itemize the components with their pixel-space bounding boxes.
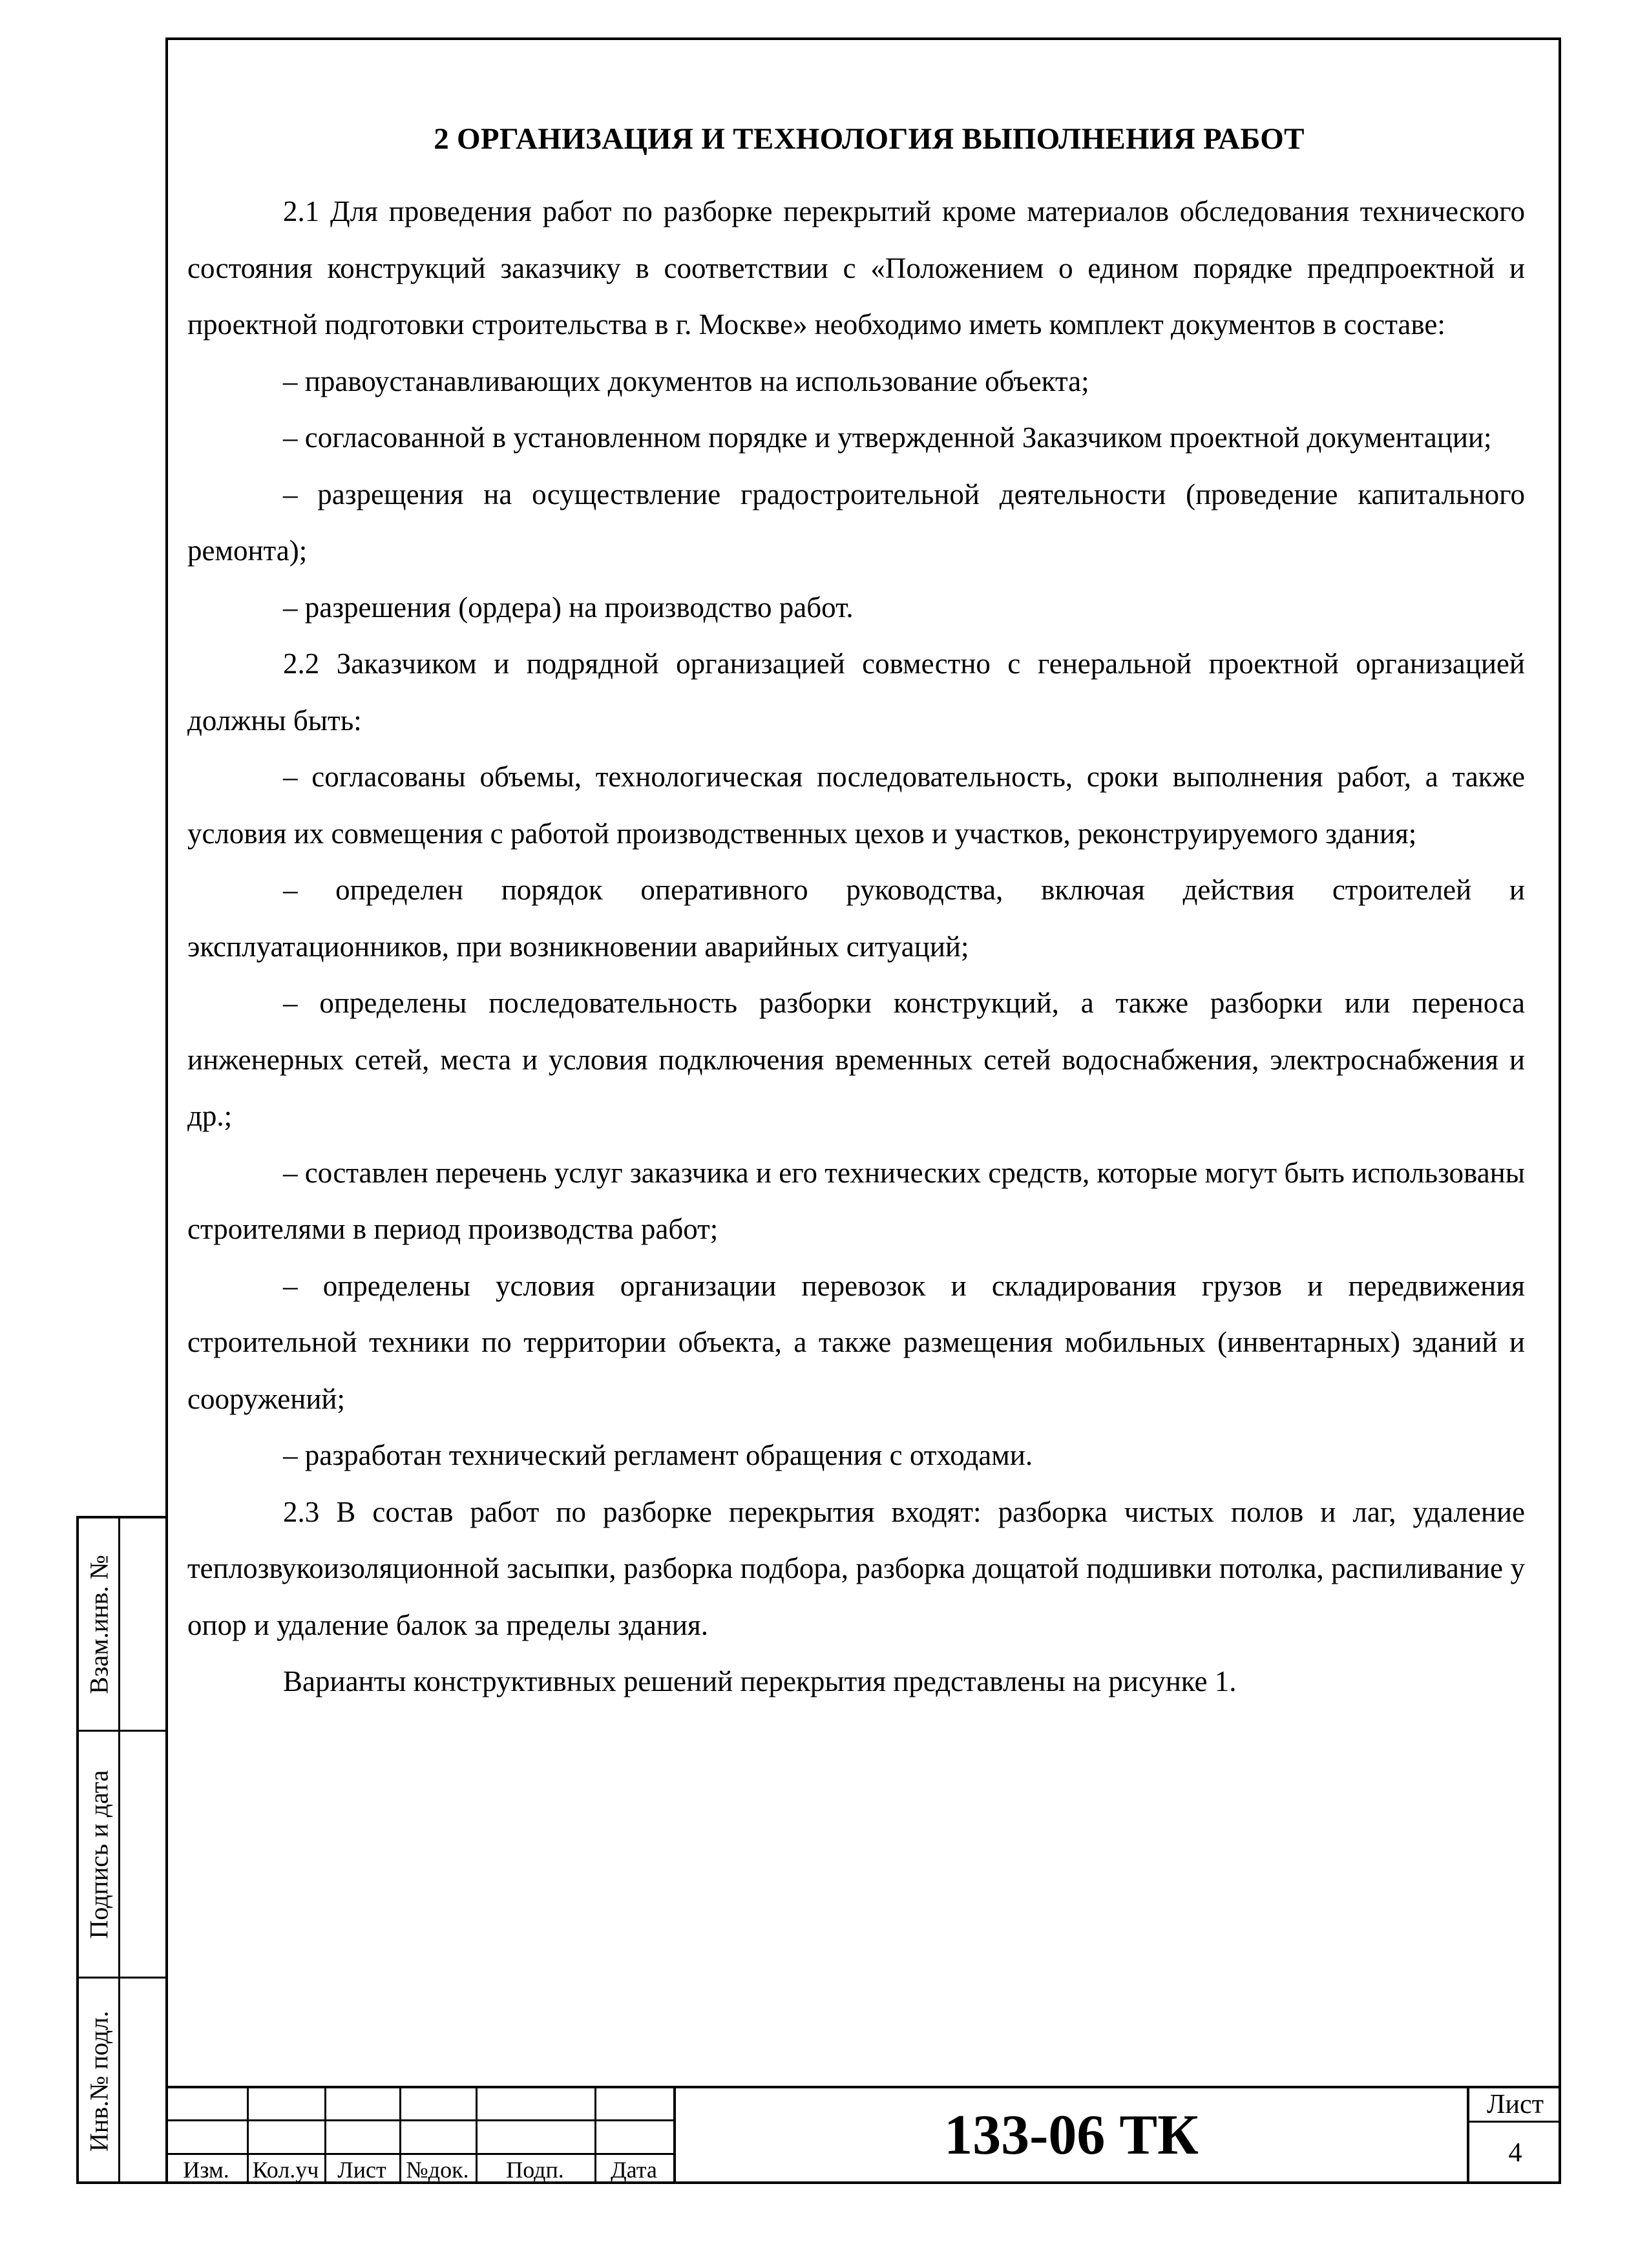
section-title: 2 ОРГАНИЗАЦИЯ И ТЕХНОЛОГИЯ ВЫПОЛНЕНИЯ РАБОТ bbox=[434, 122, 1305, 156]
list-item: – разрешения (ордера) на производство работ. bbox=[283, 591, 854, 624]
header-ndok: №док. bbox=[406, 2157, 469, 2183]
side-label-podpis: Подпись и дата bbox=[84, 1769, 113, 1939]
side-label-inv: Инв.№ подл. bbox=[84, 2011, 113, 2152]
header-izm: Изм. bbox=[183, 2157, 229, 2183]
document-code: 133-06 ТК bbox=[944, 2104, 1199, 2167]
side-cell-podpis bbox=[79, 1732, 165, 1979]
header-podp: Подп. bbox=[506, 2157, 564, 2183]
revision-table bbox=[165, 2086, 673, 2184]
list-item: – определены последовательность разборки конструкций, а также разборки или переноса инженерных сетей, места и условия подключения временных сетей водоснабжения, электроснабжения и др.; bbox=[187, 987, 1525, 1132]
list-item: – правоустанавливающих документов на использование объекта; bbox=[283, 364, 1089, 397]
header-data: Дата bbox=[611, 2157, 657, 2183]
side-cell-inv bbox=[79, 1979, 165, 2184]
title-block bbox=[165, 2086, 1561, 2184]
list-item: – согласованы объемы, технологическая последовательность, сроки выполнения работ, а также условия их совмещения с работой производственных цехов и участков, реконструируемого здания; bbox=[187, 761, 1525, 850]
side-stamp bbox=[76, 1516, 165, 2184]
list-item: – разработан технический регламент обращения с отходами. bbox=[283, 1439, 1033, 1471]
paragraph: 2.3 В состав работ по разборке перекрытия входят: разборка чистых полов и лаг, удаление теплозвукоизоляционной засыпки, разборка подбора, разборка дощатой подшивки потолка, распиливание у опор и удаление балок за пределы здания. bbox=[187, 1495, 1525, 1641]
document-code-cell bbox=[673, 2086, 1467, 2184]
list-item: – определен порядок оперативного руководства, включая действия строителей и эксплуатационников, при возникновении аварийных ситуаций; bbox=[187, 874, 1525, 963]
sheet-label: Лист bbox=[1469, 2088, 1561, 2123]
side-label-vzam: Взам.инв. № bbox=[84, 1554, 113, 1694]
list-item: – составлен перечень услуг заказчика и его технических средств, которые могут быть использованы строителями в период производства работ; bbox=[187, 1156, 1525, 1245]
paragraph: Варианты конструктивных решений перекрытия представлены на рисунке 1. bbox=[283, 1665, 1237, 1697]
sheet-number: 4 bbox=[1508, 2138, 1522, 2168]
main-content bbox=[187, 110, 1525, 1710]
list-item: – разрещения на осуществление градостроительной деятельности (проведение капитального ремонта); bbox=[187, 478, 1525, 567]
list-item: – согласованной в установленном порядке и утвержденной Заказчиком проектной документации; bbox=[283, 421, 1492, 454]
list-item: – определены условия организации перевозок и складирования грузов и передвижения строительной техники по территории объекта, а также размещения мобильных (инвентарных) зданий и сооружений; bbox=[187, 1269, 1525, 1415]
paragraph: 2.2 Заказчиком и подрядной организацией совместно с генеральной проектной организацией должны быть: bbox=[187, 647, 1525, 737]
header-kolvo: Кол.уч bbox=[252, 2157, 319, 2183]
header-list: Лист bbox=[337, 2157, 386, 2183]
paragraph: 2.1 Для проведения работ по разборке перекрытий кроме материалов обследования технического состояния конструкций заказчику в соответствии с «Положением о едином порядке предпроектной и проектной подготовки строительства в г. Москве» необходимо иметь комплект документов в составе: bbox=[187, 195, 1525, 341]
side-cell-vzam bbox=[79, 1518, 165, 1732]
sheet-cell bbox=[1467, 2086, 1561, 2184]
